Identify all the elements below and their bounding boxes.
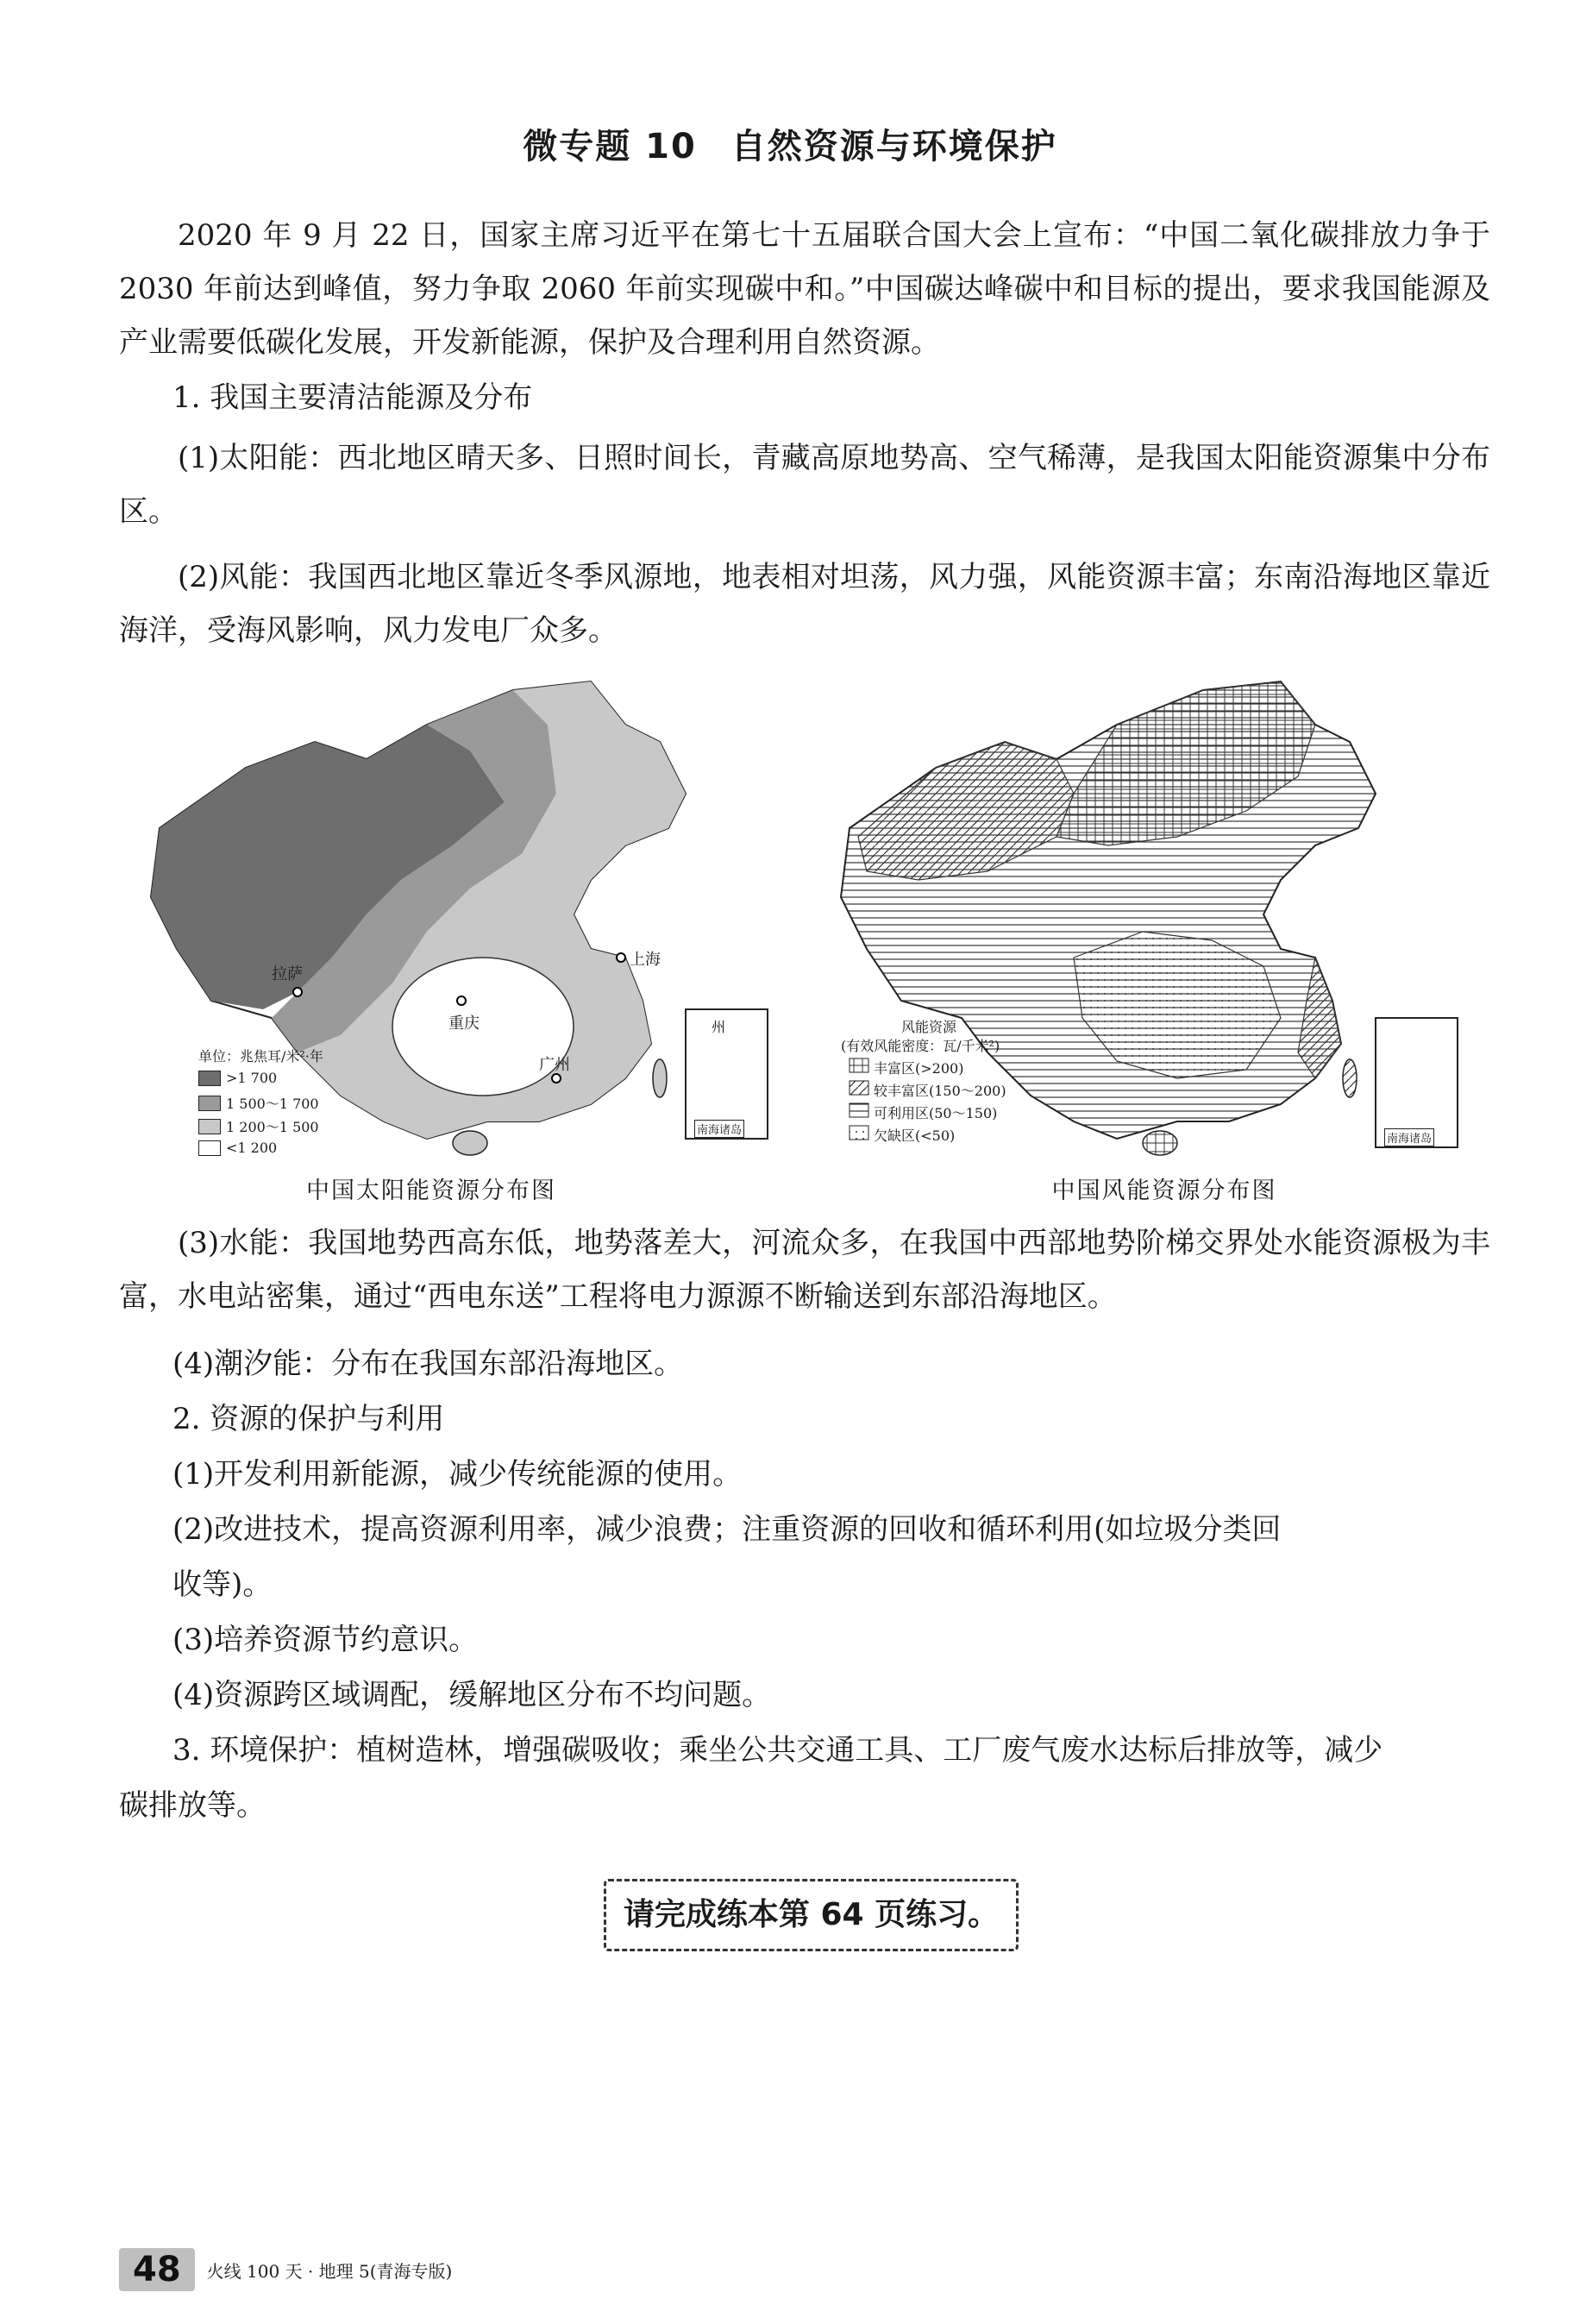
page-footer [119,2248,452,2291]
solar-legend-row [198,1093,319,1113]
wind-map-caption: 中国风能资源分布图 [1051,1178,1277,1204]
wind-inset-label: 南海诸岛 [1384,1128,1434,1146]
legend-swatch [198,1096,221,1111]
solar-legend-row [198,1116,319,1136]
city-guangzhou: 广州 [539,1056,570,1074]
solar-map [142,673,781,1190]
legend-label: 1 500～1 700 [226,1096,319,1112]
legend-swatch [198,1140,221,1156]
wind-paragraph: (2)风能：我国西北地区靠近冬季风源地，地表相对坦荡，风力强，风能资源丰富；东南沿海地区靠近海洋，受海风影响，风力发电厂众多。 [119,560,1490,648]
legend-label: <1 200 [226,1140,278,1156]
legend-label: 较丰富区(150～200) [874,1083,1006,1099]
section2-heading: 2. 资源的保护与利用 [172,1402,445,1436]
protect-item-4: (4)资源跨区域调配，缓解地区分布不均问题。 [172,1678,772,1712]
hydro-paragraph: (3)水能：我国地势西高东低，地势落差大，河流众多，在我国中西部地势阶梯交界处水能资源极为丰富，水电站密集，通过“西电东送”工程将电力源源不断输送到东部沿海地区。 [119,1226,1490,1314]
tidal-paragraph: (4)潮汐能：分布在我国东部沿海地区。 [172,1347,684,1381]
wind-legend-title: 风能资源 [901,1019,957,1035]
legend-label: 可利用区(50～150) [874,1105,998,1121]
city-lanzhou: 州 [712,1019,726,1035]
topic-number: 微专题 10 [523,127,697,166]
topic-name: 自然资源与环境保护 [730,127,1057,166]
intro-paragraph: 2020 年 9 月 22 日，国家主席习近平在第七十五届联合国大会上宣布：“中国二氧化碳排放力争于 2030 年前达到峰值，努力争取 2060 年前实现碳中和。”中国碳达峰碳中和目标的提出，要求我国能源及产业需要低碳化发展，开发新能源，保护及合理利用自然资源。 [119,218,1490,360]
section1-heading: 1. 我国主要清洁能源及分布 [172,380,533,415]
solar-legend-title: 单位：兆焦耳/米²·年 [198,1048,323,1065]
wind-legend-row [874,1102,997,1122]
section3-line2: 碳排放等。 [119,1788,266,1823]
solar-inset-label: 南海诸岛 [694,1120,744,1138]
solar-legend-row [198,1070,277,1086]
legend-label: 1 200～1 500 [226,1119,319,1135]
page-title [0,119,1580,168]
page-number: 48 [119,2248,195,2291]
protect-item-2: (2)改进技术，提高资源利用率，减少浪费；注重资源的回收和循环利用(如垃圾分类回 [172,1512,1282,1547]
city-shanghai: 上海 [630,951,661,969]
book-title: 火线 100 天 · 地理 5(青海专版) [206,2260,453,2282]
solar-legend-row [198,1140,277,1156]
legend-label: 丰富区(>200) [874,1060,964,1077]
wind-legend-row [874,1125,955,1145]
solar-paragraph: (1)太阳能：西北地区晴天多、日照时间长，青藏高原地势高、空气稀薄，是我国太阳能资源集中分布区。 [119,441,1490,529]
wind-legend-row [874,1080,1006,1100]
wind-map [832,673,1470,1190]
wind-legend-row [874,1058,963,1077]
solar-map-caption: 中国太阳能资源分布图 [306,1178,556,1204]
city-lhasa: 拉萨 [272,965,303,983]
legend-label: 欠缺区(<50) [874,1127,956,1144]
protect-item-3: (3)培养资源节约意识。 [172,1623,479,1657]
wind-legend-subtitle: (有效风能密度：瓦/千米²) [841,1038,1000,1054]
protect-item-2-cont: 收等)。 [172,1567,273,1602]
legend-label: >1 700 [226,1070,278,1086]
protect-item-1: (1)开发利用新能源，减少传统能源的使用。 [172,1457,743,1492]
city-chongqing: 重庆 [448,1014,480,1033]
legend-swatch [198,1071,221,1086]
section3-line1: 3. 环境保护：植树造林，增强碳吸收；乘坐公共交通工具、工厂废气废水达标后排放等，减少 [172,1733,1383,1768]
legend-swatch [198,1119,221,1134]
exercise-notice: 请完成练本第 64 页练习。 [604,1879,1019,1951]
